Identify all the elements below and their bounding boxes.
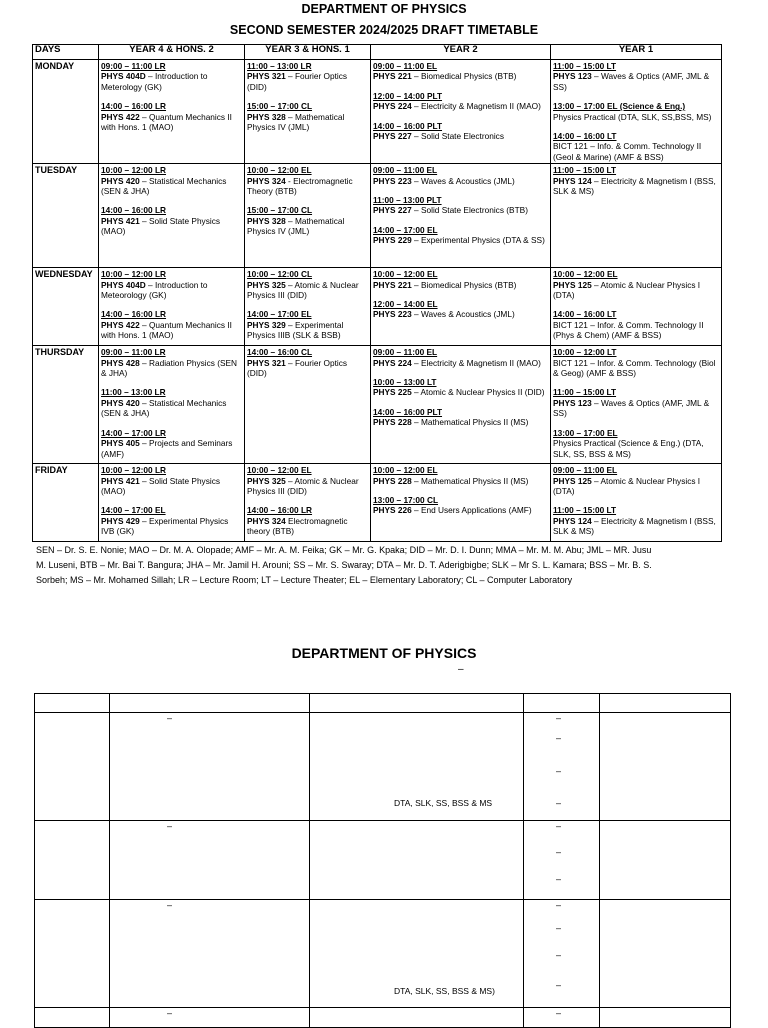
class-slot [247, 101, 368, 132]
legend-line: M. Luseni, BTB – Mr. Bai T. Bangura; JHA – Mr. Jamil H. Arouni; SS – Mr. S. Swaray; DTA – Mr. D. T. Aderigbigbe; SLK – Mr S. L. Kamara; BSS – Mr. B. S. [36, 560, 652, 570]
cell-dash: – [556, 1008, 562, 1018]
course-title: – Waves & Optics (AMF, JML & SS) [553, 397, 710, 419]
day-cell: TUESDAY [33, 164, 99, 268]
schedule-cell [245, 346, 371, 464]
slot-time: 11:00 – 15:00 LT [553, 505, 617, 516]
class-slot [101, 387, 242, 418]
schedule-cell [371, 164, 551, 268]
class-slot [101, 101, 242, 132]
table-row [35, 713, 731, 821]
course-title: – Mathematical Physics IV (JML) [247, 111, 345, 133]
class-slot [553, 61, 719, 92]
cell-note: DTA, SLK, SS, BSS & MS) [394, 986, 495, 996]
legend-line: SEN – Dr. S. E. Nonie; MAO – Dr. M. A. Olopade; AMF – Mr. A. M. Feika; GK – Mr. G. Kpaka; DID – Mr. D. I. Dunn; MMA – Mr. M. M. Abu; JML – MR. Jusu [36, 545, 652, 555]
slot-time: 11:00 – 15:00 LT [553, 165, 617, 176]
day-cell: WEDNESDAY [33, 268, 99, 346]
table-row [35, 1008, 731, 1028]
class-slot [553, 387, 719, 418]
slot-time: 09:00 – 11:00 EL [373, 61, 438, 71]
schedule-cell [245, 164, 371, 268]
slot-time: 09:00 – 11:00 LR [101, 61, 166, 71]
cell-dash: – [556, 980, 562, 990]
slot-time: 14:00 – 16:00 LT [553, 131, 617, 142]
class-slot [101, 347, 242, 378]
slot-time: 10:00 – 12:00 CL [247, 269, 313, 280]
course-title: Electromagnetic theory (BTB) [247, 515, 348, 537]
course-code: PHYS 223 [373, 175, 412, 186]
class-slot [553, 131, 719, 162]
class-slot [101, 61, 242, 92]
course-title: – Atomic & Nuclear Physics III (DID) [247, 475, 359, 497]
slot-time: 11:00 – 13:00 PLT [373, 195, 442, 206]
schedule-cell [371, 464, 551, 542]
cell-dash: – [556, 874, 562, 884]
slot-time: 14:00 – 17:00 EL [247, 309, 312, 320]
cell-dash: – [167, 821, 173, 831]
class-slot [101, 269, 242, 300]
class-slot [553, 465, 719, 496]
slot-time: 12:00 – 14:00 PLT [373, 90, 443, 101]
course-title: – Electricity & Magnetism I (BSS, SLK & MS) [553, 175, 716, 197]
course-code: PHYS 229 [373, 235, 412, 246]
course-code: PHYS 125 [553, 279, 592, 290]
course-title: – End Users Applications (AMF) [411, 505, 532, 516]
course-title: – Electricity & Magnetism I (BSS, SLK & MS) [553, 515, 716, 537]
class-slot [553, 347, 719, 378]
slot-time: 14:00 – 16:00 LT [553, 309, 617, 320]
schedule-cell [371, 268, 551, 346]
course-code: PHYS 228 [373, 475, 412, 486]
day-cell: MONDAY [33, 60, 99, 164]
class-slot [553, 505, 719, 536]
class-slot [247, 505, 368, 536]
page2-title: DEPARTMENT OF PHYSICS [291, 645, 477, 661]
slot-time: 10:00 – 13:00 LT [373, 377, 437, 388]
slot-time: 10:00 – 12:00 LR [101, 465, 167, 476]
course-code: PHYS 125 [553, 475, 592, 486]
class-slot [373, 225, 548, 246]
slot-time: 14:00 – 16:00 PLT [373, 406, 443, 417]
course-title: – Waves & Optics (AMF, JML & SS) [553, 71, 710, 92]
slot-time: 11:00 – 13:00 LR [247, 61, 312, 71]
schedule-cell [551, 268, 722, 346]
course-title: – Electricity & Magnetism II (MAO) [411, 357, 541, 368]
schedule-cell [99, 464, 245, 542]
course-code: PHYS 124 [553, 515, 592, 526]
class-slot [101, 428, 242, 459]
course-title: – Introduction to Meteorology (GK) [101, 279, 208, 301]
class-slot [247, 165, 368, 196]
slot-time: 09:00 – 11:00 EL [373, 347, 438, 358]
table-row [33, 268, 722, 346]
course-code: PHYS 224 [373, 357, 412, 368]
cell-dash: – [556, 798, 562, 808]
course-title: – Projects and Seminars (AMF) [101, 438, 233, 459]
course-code: PHYS 404D [101, 279, 146, 290]
course-title: – Solid State Physics (MAO) [101, 475, 220, 497]
course-code: PHYS 325 [247, 279, 286, 290]
class-slot [373, 495, 548, 516]
course-title: – Biomedical Physics (BTB) [411, 71, 517, 82]
course-code: PHYS 405 [101, 438, 140, 449]
class-slot [553, 428, 719, 459]
table-row [33, 60, 722, 164]
course-title: – Experimental Physics IIIB (SLK & BSB) [247, 319, 344, 341]
course-title: BICT 121 – Info. & Comm. Technology II (Geol & Marine) (AMF & BSS) [553, 141, 702, 162]
course-title: – Statistical Mechanics (SEN & JHA) [101, 397, 227, 419]
class-slot [373, 407, 548, 428]
course-title: – Statistical Mechanics (SEN & JHA) [101, 175, 227, 197]
class-slot [247, 269, 368, 300]
course-code: PHYS 420 [101, 397, 140, 408]
course-code: PHYS 422 [101, 319, 140, 330]
timetable [32, 44, 722, 542]
schedule-cell [551, 464, 722, 542]
class-slot [373, 347, 548, 368]
course-code: PHYS 328 [247, 215, 286, 226]
schedule-cell [99, 346, 245, 464]
course-title: – Electricity & Magnetism II (MAO) [411, 101, 541, 112]
schedule-cell [551, 346, 722, 464]
slot-time: 10:00 – 12:00 EL [247, 165, 312, 176]
slot-time: 10:00 – 12:00 LR [101, 269, 167, 280]
course-title: – Introduction to Meterology (GK) [101, 71, 208, 92]
course-title: – Fourier Optics (DID) [247, 71, 348, 92]
table-row [33, 164, 722, 268]
course-code: PHYS 429 [101, 515, 140, 526]
course-title: – Biomedical Physics (BTB) [411, 279, 517, 290]
course-code: PHYS 329 [247, 319, 286, 330]
class-slot [101, 309, 242, 340]
course-code: PHYS 421 [101, 215, 140, 226]
day-cell: FRIDAY [33, 464, 99, 542]
timetable-header-row [33, 45, 722, 60]
schedule-cell [245, 60, 371, 164]
class-slot [373, 195, 548, 216]
class-slot [101, 465, 242, 496]
slot-time: 13:00 – 17:00 CL [373, 495, 439, 506]
course-title: – Waves & Acoustics (JML) [411, 309, 515, 320]
slot-time: 14:00 – 16:00 LR [247, 505, 313, 516]
course-title: – Experimental Physics (DTA & SS) [411, 235, 545, 246]
course-code: PHYS 324 [247, 175, 286, 186]
course-code: PHYS 226 [373, 505, 412, 516]
course-title: – Mathematical Physics II (MS) [411, 417, 529, 428]
col-header-year3: YEAR 3 & HONS. 1 [245, 45, 371, 60]
course-code: PHYS 321 [247, 71, 286, 82]
slot-time: 14:00 – 16:00 LR [101, 101, 167, 112]
course-title: - Electromagnetic Theory (BTB) [247, 175, 353, 197]
schedule-cell [99, 60, 245, 164]
class-slot [373, 165, 548, 186]
class-slot [373, 91, 548, 112]
course-title: – Atomic & Nuclear Physics I (DTA) [553, 475, 701, 497]
cell-dash: – [556, 847, 562, 857]
course-code: PHYS 227 [373, 205, 412, 216]
cell-dash: – [556, 766, 562, 776]
class-slot [247, 61, 368, 92]
class-slot [101, 165, 242, 196]
slot-time: 10:00 – 12:00 EL [553, 269, 618, 280]
course-code: PHYS 328 [247, 111, 286, 122]
cell-dash: – [167, 900, 173, 910]
course-title: – Quantum Mechanics II with Hons. 1 (MAO) [101, 111, 232, 133]
slot-time: 15:00 – 17:00 CL [247, 101, 313, 112]
course-code: PHYS 324 [247, 515, 286, 526]
course-title: – Atomic & Nuclear Physics I (DTA) [553, 279, 701, 301]
course-code: PHYS 221 [373, 279, 412, 290]
slot-time: 09:00 – 11:00 EL [553, 465, 618, 476]
cell-dash: – [556, 821, 562, 831]
slot-time: 14:00 – 16:00 LR [101, 205, 167, 216]
course-code: PHYS 421 [101, 475, 140, 486]
legend-line: Sorbeh; MS – Mr. Mohamed Sillah; LR – Lecture Room; LT – Lecture Theater; EL – Elementary Laboratory; CL – Computer Laboratory [36, 575, 573, 585]
course-code: PHYS 227 [373, 131, 412, 142]
class-slot [553, 101, 719, 122]
col-header-year1: YEAR 1 [551, 45, 722, 60]
schedule-cell [371, 60, 551, 164]
page2-dash: – [458, 664, 464, 675]
class-slot [553, 309, 719, 340]
schedule-cell [99, 268, 245, 346]
schedule-cell [245, 268, 371, 346]
slot-time: 10:00 – 12:00 LT [553, 347, 617, 358]
course-code: PHYS 321 [247, 357, 286, 368]
course-code: PHYS 228 [373, 417, 412, 428]
slot-time: 14:00 – 16:00 PLT [373, 120, 443, 131]
blank-timetable [34, 693, 731, 1028]
course-title: – Waves & Acoustics (JML) [411, 175, 515, 186]
slot-time: 10:00 – 12:00 EL [373, 269, 438, 280]
course-code: PHYS 124 [553, 175, 592, 186]
slot-time: 12:00 – 14:00 EL [373, 299, 438, 310]
slot-time: 11:00 – 13:00 LR [101, 387, 166, 398]
course-title: – Fourier Optics (DID) [247, 357, 348, 379]
slot-time: 14:00 – 17:00 EL [101, 505, 166, 516]
class-slot [101, 505, 242, 536]
schedule-cell [551, 164, 722, 268]
department-title: DEPARTMENT OF PHYSICS [301, 2, 467, 16]
table-row [33, 464, 722, 542]
slot-time: 14:00 – 16:00 CL [247, 347, 313, 358]
cell-note: DTA, SLK, SS, BSS & MS [394, 798, 493, 808]
schedule-cell [371, 346, 551, 464]
table-row [35, 694, 731, 713]
class-slot [247, 309, 368, 340]
slot-time: 14:00 – 17:00 LR [101, 427, 167, 438]
slot-time: 15:00 – 17:00 CL [247, 205, 313, 216]
col-header-year4: YEAR 4 & HONS. 2 [99, 45, 245, 60]
course-code: PHYS 221 [373, 71, 412, 82]
cell-dash: – [556, 950, 562, 960]
course-title: – Atomic & Nuclear Physics II (DID) [411, 387, 545, 398]
cell-dash: – [167, 713, 173, 723]
course-code: PHYS 325 [247, 475, 286, 486]
col-header-year2: YEAR 2 [371, 45, 551, 60]
slot-time: 10:00 – 12:00 EL [373, 465, 438, 476]
class-slot [373, 61, 548, 82]
course-title: – Solid State Electronics (BTB) [411, 205, 528, 216]
course-title: – Radiation Physics (SEN & JHA) [101, 357, 238, 379]
timetable-subtitle: SECOND SEMESTER 2024/2025 DRAFT TIMETABLE [229, 23, 539, 37]
class-slot [247, 465, 368, 496]
slot-time: 13:00 – 17:00 EL (Science & Eng.) [553, 101, 686, 112]
course-title: – Mathematical Physics IV (JML) [247, 215, 345, 237]
slot-time: 13:00 – 17:00 EL [553, 427, 618, 438]
slot-time: 10:00 – 12:00 EL [247, 465, 312, 476]
cell-dash: – [556, 733, 562, 743]
course-code: PHYS 428 [101, 357, 140, 368]
course-title: – Solid State Electronics [411, 131, 504, 142]
course-code: PHYS 123 [553, 71, 592, 82]
class-slot [553, 165, 719, 196]
slot-time: 11:00 – 15:00 LT [553, 387, 617, 398]
slot-time: 09:00 – 11:00 EL [373, 165, 438, 176]
course-title: Physics Practical (Science & Eng.) (DTA, SLK, SS, BSS & MS) [553, 438, 704, 459]
day-cell: THURSDAY [33, 346, 99, 464]
slot-time: 11:00 – 15:00 LT [553, 61, 617, 71]
cell-dash: – [167, 1008, 173, 1018]
course-code: PHYS 420 [101, 175, 140, 186]
schedule-cell [551, 60, 722, 164]
schedule-cell [245, 464, 371, 542]
schedule-cell [99, 164, 245, 268]
course-title: – Experimental Physics IVB (GK) [101, 515, 229, 537]
class-slot [373, 269, 548, 290]
course-title: – Mathematical Physics II (MS) [411, 475, 529, 486]
legend [36, 543, 736, 588]
course-title: Physics Practical (DTA, SLK, SS,BSS, MS) [553, 111, 712, 122]
col-header-days: DAYS [33, 45, 99, 60]
class-slot [373, 121, 548, 142]
class-slot [101, 205, 242, 236]
course-title: BICT 121 – Infor. & Comm. Technology II (Phys & Chem) (AMF & BSS) [553, 319, 704, 341]
class-slot [373, 465, 548, 486]
course-code: PHYS 224 [373, 101, 412, 112]
slot-time: 10:00 – 12:00 LR [101, 165, 167, 176]
course-title: BICT 121 – Infor. & Comm. Technology (Biol & Geog) (AMF & BSS) [553, 357, 716, 379]
cell-dash: – [556, 900, 562, 910]
class-slot [247, 347, 368, 378]
slot-time: 14:00 – 16:00 LR [101, 309, 167, 320]
table-row [33, 346, 722, 464]
course-title: – Quantum Mechanics II with Hons. 1 (MAO) [101, 319, 232, 341]
class-slot [553, 269, 719, 300]
class-slot [247, 205, 368, 236]
cell-dash: – [556, 713, 562, 723]
slot-time: 09:00 – 11:00 LR [101, 347, 166, 358]
course-code: PHYS 223 [373, 309, 412, 320]
course-title: – Atomic & Nuclear Physics III (DID) [247, 279, 359, 301]
course-code: PHYS 225 [373, 387, 412, 398]
course-code: PHYS 123 [553, 397, 592, 408]
table-row [35, 821, 731, 900]
class-slot [373, 299, 548, 320]
cell-dash: – [556, 923, 562, 933]
course-code: PHYS 404D [101, 71, 146, 82]
course-code: PHYS 422 [101, 111, 140, 122]
class-slot [373, 377, 548, 398]
course-title: – Solid State Physics (MAO) [101, 215, 220, 237]
table-row [35, 900, 731, 1008]
slot-time: 14:00 – 17:00 EL [373, 224, 438, 235]
